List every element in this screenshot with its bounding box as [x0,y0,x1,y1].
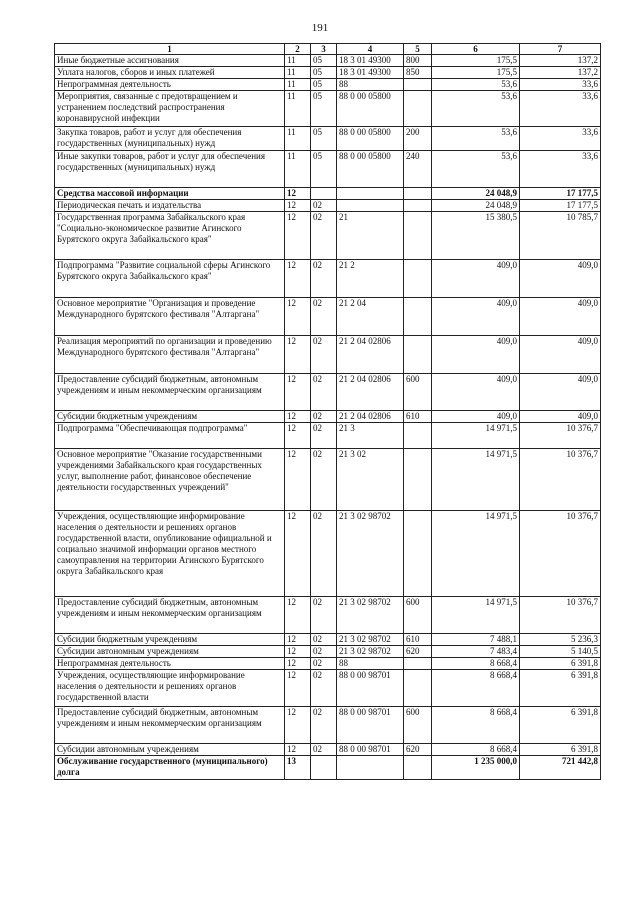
expense-type-cell [404,188,432,200]
amount-actual-cell: 10 785,7 [520,212,601,260]
amount-plan-cell: 53,6 [432,79,520,91]
row-name-cell: Иные закупки товаров, работ и услуг для обеспечения государственных (муниципальных) нужд [55,151,285,188]
subsection-code-cell: 02 [311,336,337,374]
subsection-code-cell: 05 [311,127,337,151]
section-code-cell: 11 [285,151,311,188]
subsection-code-cell: 02 [311,670,337,707]
expense-type-cell: 200 [404,127,432,151]
target-article-cell: 21 3 02 [337,449,404,511]
section-code-cell: 11 [285,55,311,67]
row-name-cell: Учреждения, осуществляющие информирование населения о деятельности и решениях органов государственной власти, опубликование официальной и социально значимой информации органов местного самоуправления на территории Агинского Бурятского округа Забайкальского края [55,511,285,597]
expense-type-cell [404,336,432,374]
section-code-cell: 12 [285,707,311,744]
amount-plan-cell: 14 971,5 [432,423,520,449]
expense-type-cell [404,91,432,127]
target-article-cell [337,188,404,200]
subsection-code-cell: 05 [311,67,337,79]
amount-actual-cell: 10 376,7 [520,423,601,449]
amount-actual-cell: 409,0 [520,336,601,374]
table-row [55,423,601,449]
section-code-cell: 11 [285,127,311,151]
section-code-cell: 11 [285,79,311,91]
amount-actual-cell: 17 177,5 [520,200,601,212]
amount-actual-cell: 5 236,3 [520,634,601,646]
target-article-cell: 21 2 [337,260,404,298]
row-name-cell: Иные бюджетные ассигнования [55,55,285,67]
subsection-code-cell: 02 [311,707,337,744]
subsection-code-cell [311,188,337,200]
expense-type-cell [404,212,432,260]
row-name-cell: Обслуживание государственного (муниципального) долга [55,756,285,780]
expense-type-cell [404,260,432,298]
subsection-code-cell: 02 [311,511,337,597]
table-body [55,55,601,780]
amount-plan-cell: 1 235 000,0 [432,756,520,780]
amount-actual-cell: 33,6 [520,127,601,151]
subsection-code-cell: 02 [311,744,337,756]
row-name-cell: Предоставление субсидий бюджетным, автономным учреждениям и иным некоммерческим организациям [55,374,285,411]
amount-plan-cell: 8 668,4 [432,670,520,707]
expense-type-cell: 600 [404,597,432,634]
row-name-cell: Непрограммная деятельность [55,79,285,91]
amount-plan-cell: 409,0 [432,411,520,423]
expense-type-cell [404,449,432,511]
subsection-code-cell: 02 [311,597,337,634]
expense-type-cell: 800 [404,55,432,67]
amount-plan-cell: 53,6 [432,151,520,188]
section-code-cell: 12 [285,374,311,411]
amount-actual-cell: 137,2 [520,67,601,79]
amount-plan-cell: 175,5 [432,55,520,67]
target-article-cell: 88 [337,79,404,91]
target-article-cell: 88 0 00 98701 [337,744,404,756]
amount-plan-cell: 24 048,9 [432,200,520,212]
table-row [55,511,601,597]
target-article-cell: 88 0 00 98701 [337,707,404,744]
amount-actual-cell: 17 177,5 [520,188,601,200]
table-row [55,55,601,67]
table-row [55,707,601,744]
expense-type-cell: 620 [404,744,432,756]
table-header-row [55,44,601,55]
amount-actual-cell: 33,6 [520,91,601,127]
section-code-cell: 12 [285,670,311,707]
amount-plan-cell: 8 668,4 [432,707,520,744]
table-row [55,449,601,511]
target-article-cell: 18 3 01 49300 [337,55,404,67]
target-article-cell: 88 [337,658,404,670]
amount-actual-cell: 721 442,8 [520,756,601,780]
subsection-code-cell: 05 [311,55,337,67]
row-name-cell: Субсидии бюджетным учреждениям [55,411,285,423]
table-row [55,374,601,411]
amount-actual-cell: 409,0 [520,374,601,411]
amount-actual-cell: 10 376,7 [520,449,601,511]
target-article-cell: 21 [337,212,404,260]
amount-plan-cell: 409,0 [432,260,520,298]
table-row [55,67,601,79]
target-article-cell: 21 2 04 [337,298,404,336]
expense-type-cell: 620 [404,646,432,658]
row-name-cell: Периодическая печать и издательства [55,200,285,212]
section-code-cell: 12 [285,298,311,336]
row-name-cell: Подпрограмма "Обеспечивающая подпрограмма" [55,423,285,449]
expense-type-cell [404,670,432,707]
amount-actual-cell: 6 391,8 [520,707,601,744]
target-article-cell: 21 3 02 98702 [337,597,404,634]
table-row [55,188,601,200]
amount-actual-cell: 33,6 [520,79,601,91]
row-name-cell: Субсидии автономным учреждениям [55,744,285,756]
subsection-code-cell: 02 [311,449,337,511]
amount-plan-cell: 24 048,9 [432,188,520,200]
amount-plan-cell: 409,0 [432,374,520,411]
target-article-cell [337,200,404,212]
subsection-code-cell: 02 [311,634,337,646]
table-row [55,127,601,151]
amount-actual-cell: 409,0 [520,411,601,423]
row-name-cell: Закупка товаров, работ и услуг для обеспечения государственных (муниципальных) нужд [55,127,285,151]
table-row [55,744,601,756]
table-row [55,634,601,646]
subsection-code-cell [311,756,337,780]
section-code-cell: 12 [285,423,311,449]
amount-actual-cell: 409,0 [520,298,601,336]
expense-type-cell: 610 [404,411,432,423]
amount-plan-cell: 53,6 [432,127,520,151]
subsection-code-cell: 02 [311,200,337,212]
subsection-code-cell: 02 [311,646,337,658]
table-row [55,298,601,336]
table-row [55,411,601,423]
table-row [55,151,601,188]
section-code-cell: 11 [285,67,311,79]
amount-plan-cell: 7 483,4 [432,646,520,658]
expense-type-cell [404,756,432,780]
expense-type-cell: 600 [404,374,432,411]
amount-plan-cell: 14 971,5 [432,449,520,511]
subsection-code-cell: 02 [311,411,337,423]
amount-plan-cell: 8 668,4 [432,744,520,756]
section-code-cell: 11 [285,91,311,127]
amount-plan-cell: 409,0 [432,336,520,374]
target-article-cell: 88 0 00 05800 [337,127,404,151]
amount-actual-cell: 5 140,5 [520,646,601,658]
target-article-cell: 21 3 02 98702 [337,511,404,597]
row-name-cell: Основное мероприятие "Оказание государственными учреждениями Забайкальского края государственных услуг, выполнение работ, финансовое обеспечение деятельности государственных учреждений" [55,449,285,511]
expense-type-cell [404,298,432,336]
target-article-cell: 18 3 01 49300 [337,67,404,79]
amount-plan-cell: 8 668,4 [432,658,520,670]
expense-type-cell: 850 [404,67,432,79]
target-article-cell [337,756,404,780]
section-code-cell: 12 [285,188,311,200]
section-code-cell: 12 [285,411,311,423]
subsection-code-cell: 02 [311,423,337,449]
amount-plan-cell: 14 971,5 [432,597,520,634]
column-header: 1 [55,44,285,55]
amount-actual-cell: 33,6 [520,151,601,188]
table-row [55,79,601,91]
subsection-code-cell: 05 [311,79,337,91]
expense-type-cell [404,200,432,212]
table-row [55,658,601,670]
table-row [55,91,601,127]
expense-type-cell [404,511,432,597]
column-header: 4 [337,44,404,55]
target-article-cell: 21 2 04 02806 [337,336,404,374]
row-name-cell: Уплата налогов, сборов и иных платежей [55,67,285,79]
target-article-cell: 88 0 00 05800 [337,151,404,188]
subsection-code-cell: 02 [311,298,337,336]
target-article-cell: 21 3 02 98702 [337,634,404,646]
section-code-cell: 12 [285,336,311,374]
row-name-cell: Основное мероприятие "Организация и проведение Международного бурятского фестиваля "Алтаргана" [55,298,285,336]
amount-plan-cell: 7 488,1 [432,634,520,646]
section-code-cell: 13 [285,756,311,780]
section-code-cell: 12 [285,658,311,670]
row-name-cell: Средства массовой информации [55,188,285,200]
target-article-cell: 88 0 00 98701 [337,670,404,707]
column-header: 6 [432,44,520,55]
target-article-cell: 21 3 [337,423,404,449]
row-name-cell: Подпрограмма "Развитие социальной сферы Агинского Бурятского округа Забайкальского края" [55,260,285,298]
subsection-code-cell: 05 [311,91,337,127]
expense-type-cell: 240 [404,151,432,188]
amount-plan-cell: 14 971,5 [432,511,520,597]
table-row [55,756,601,780]
amount-actual-cell: 137,2 [520,55,601,67]
row-name-cell: Непрограммная деятельность [55,658,285,670]
amount-actual-cell: 6 391,8 [520,744,601,756]
section-code-cell: 12 [285,597,311,634]
expense-type-cell [404,658,432,670]
amount-plan-cell: 53,6 [432,91,520,127]
section-code-cell: 12 [285,511,311,597]
table-row [55,646,601,658]
column-header: 7 [520,44,601,55]
subsection-code-cell: 02 [311,658,337,670]
row-name-cell: Субсидии бюджетным учреждениям [55,634,285,646]
table-row [55,200,601,212]
row-name-cell: Предоставление субсидий бюджетным, автономным учреждениям и иным некоммерческим организациям [55,707,285,744]
target-article-cell: 21 2 04 02806 [337,374,404,411]
amount-plan-cell: 15 380,5 [432,212,520,260]
amount-actual-cell: 6 391,8 [520,658,601,670]
table-row [55,597,601,634]
row-name-cell: Государственная программа Забайкальского края "Социально-экономическое развитие Агинского Бурятского округа Забайкальского края" [55,212,285,260]
expense-type-cell: 610 [404,634,432,646]
target-article-cell: 88 0 00 05800 [337,91,404,127]
table-row [55,336,601,374]
amount-plan-cell: 175,5 [432,67,520,79]
expense-type-cell: 600 [404,707,432,744]
section-code-cell: 12 [285,646,311,658]
section-code-cell: 12 [285,634,311,646]
column-header: 2 [285,44,311,55]
row-name-cell: Предоставление субсидий бюджетным, автономным учреждениям и иным некоммерческим организациям [55,597,285,634]
section-code-cell: 12 [285,200,311,212]
expense-type-cell [404,423,432,449]
subsection-code-cell: 02 [311,260,337,298]
page-number: 191 [311,22,329,34]
subsection-code-cell: 02 [311,212,337,260]
amount-actual-cell: 10 376,7 [520,597,601,634]
amount-actual-cell: 10 376,7 [520,511,601,597]
budget-table [54,43,601,780]
section-code-cell: 12 [285,449,311,511]
row-name-cell: Реализация мероприятий по организации и проведению Международного бурятского фестиваля "Алтаргана" [55,336,285,374]
row-name-cell: Учреждения, осуществляющие информирование населения о деятельности и решениях органов государственной власти [55,670,285,707]
amount-actual-cell: 409,0 [520,260,601,298]
subsection-code-cell: 02 [311,374,337,411]
expense-type-cell [404,79,432,91]
column-header: 5 [404,44,432,55]
table-row [55,670,601,707]
target-article-cell: 21 3 02 98702 [337,646,404,658]
section-code-cell: 12 [285,212,311,260]
amount-actual-cell: 6 391,8 [520,670,601,707]
section-code-cell: 12 [285,260,311,298]
table-row [55,212,601,260]
target-article-cell: 21 2 04 02806 [337,411,404,423]
table-row [55,260,601,298]
row-name-cell: Субсидии автономным учреждениям [55,646,285,658]
amount-plan-cell: 409,0 [432,298,520,336]
row-name-cell: Мероприятия, связанные с предотвращением и устранением последствий распространения коронавирусной инфекции [55,91,285,127]
subsection-code-cell: 05 [311,151,337,188]
section-code-cell: 12 [285,744,311,756]
column-header: 3 [311,44,337,55]
